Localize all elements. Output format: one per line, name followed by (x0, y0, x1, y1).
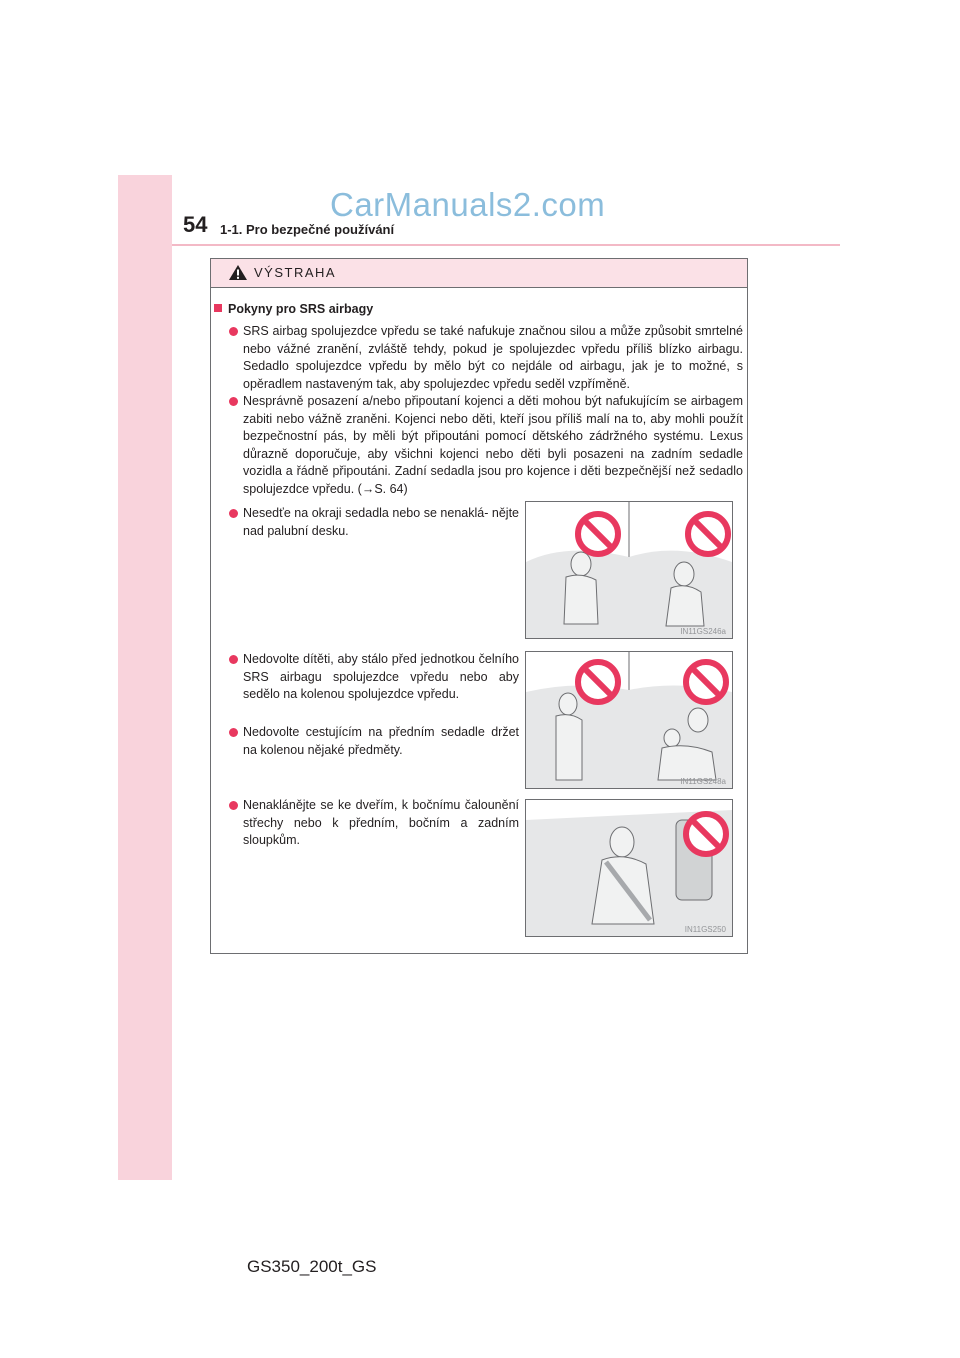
illustration-leaning-on-door (525, 799, 733, 937)
warning-box (210, 258, 748, 954)
bullet-dot-icon (229, 327, 238, 336)
bullet-dot-icon (229, 801, 238, 810)
bullet-item (229, 797, 519, 850)
side-color-band (118, 175, 172, 1180)
bullet-text: Nedovolte dítěti, aby stálo před jednotkou čelního SRS airbagu spolujezdce vpředu nebo aby sedělo na kolenou spolujezdce vpředu. (243, 652, 519, 701)
figure-id: IN11GS250 (684, 925, 726, 934)
watermark-text: CarManuals2.com (330, 186, 606, 223)
figure-id: IN11GS246a (680, 627, 726, 636)
bullet-item (229, 505, 519, 540)
illustration-child-on-lap (525, 651, 733, 789)
bullet-text: Nedovolte cestujícím na předním sedadle držet na kolenou nějaké předměty. (243, 725, 519, 757)
bullet-dot-icon (229, 509, 238, 518)
bullet-item (229, 724, 519, 759)
subheading (214, 302, 373, 316)
bullet-dot-icon (229, 728, 238, 737)
bullet-text: SRS airbag spolujezdce vpředu se také nafukuje značnou silou a může způsobit smrtelné nebo vážné zranění, zvláště tehdy, pokud je spolujezdec vpředu příliš blízko airbagu. Sedadlo spolujezdce vpředu by mělo být co nejdále od airbagu, jak je to možné, s opěradlem nastaveným tak, aby spolujezdec vpředu seděl vzpříměně. (243, 324, 743, 391)
bullet-dot-icon (229, 397, 238, 406)
bullet-item (229, 393, 743, 498)
warning-triangle-icon (228, 264, 248, 281)
subheading-text: Pokyny pro SRS airbagy (228, 302, 374, 316)
warning-header (211, 259, 747, 288)
model-code: GS350_200t_GS (247, 1257, 377, 1276)
illustration-leaning-over-dashboard (525, 501, 733, 639)
bullet-dot-icon (229, 655, 238, 664)
page-number: 54 (183, 212, 208, 237)
warning-label: VÝSTRAHA (254, 265, 337, 280)
section-title: 1-1. Pro bezpečné používání (220, 222, 395, 237)
header-rule (172, 244, 840, 246)
bullet-item (229, 651, 519, 704)
bullet-text: Nenaklánějte se ke dveřím, k bočnímu čalounění střechy nebo k předním, bočním a zadním sloupkům. (243, 798, 519, 847)
square-bullet-icon (214, 304, 222, 312)
bullet-text: Nesedťe na okraji sedadla nebo se nenaklá- nějte nad palubní desku. (243, 506, 519, 538)
bullet-text: Nesprávně posazení a/nebo připoutaní kojenci a děti mohou být nafukujícím se airbagem zabiti nebo vážně zraněni. Kojenci nebo děti, kteří jsou příliš malí na to, aby mohli použít bezpečnostní pás, by měli být připoutáni pomocí dětského zádržného systému. Lexus důrazně doporučuje, aby všichni kojenci nebo děti byli posazeni na zadním sedadle vozidla a řádně připoutáni. Zadní sedadla jsou pro kojence i děti bezpečnější než sedadlo spolujezdce vpředu. (→S. 64) (243, 394, 743, 496)
bullet-item (229, 323, 743, 393)
figure-id: IN11GS248a (680, 777, 726, 786)
